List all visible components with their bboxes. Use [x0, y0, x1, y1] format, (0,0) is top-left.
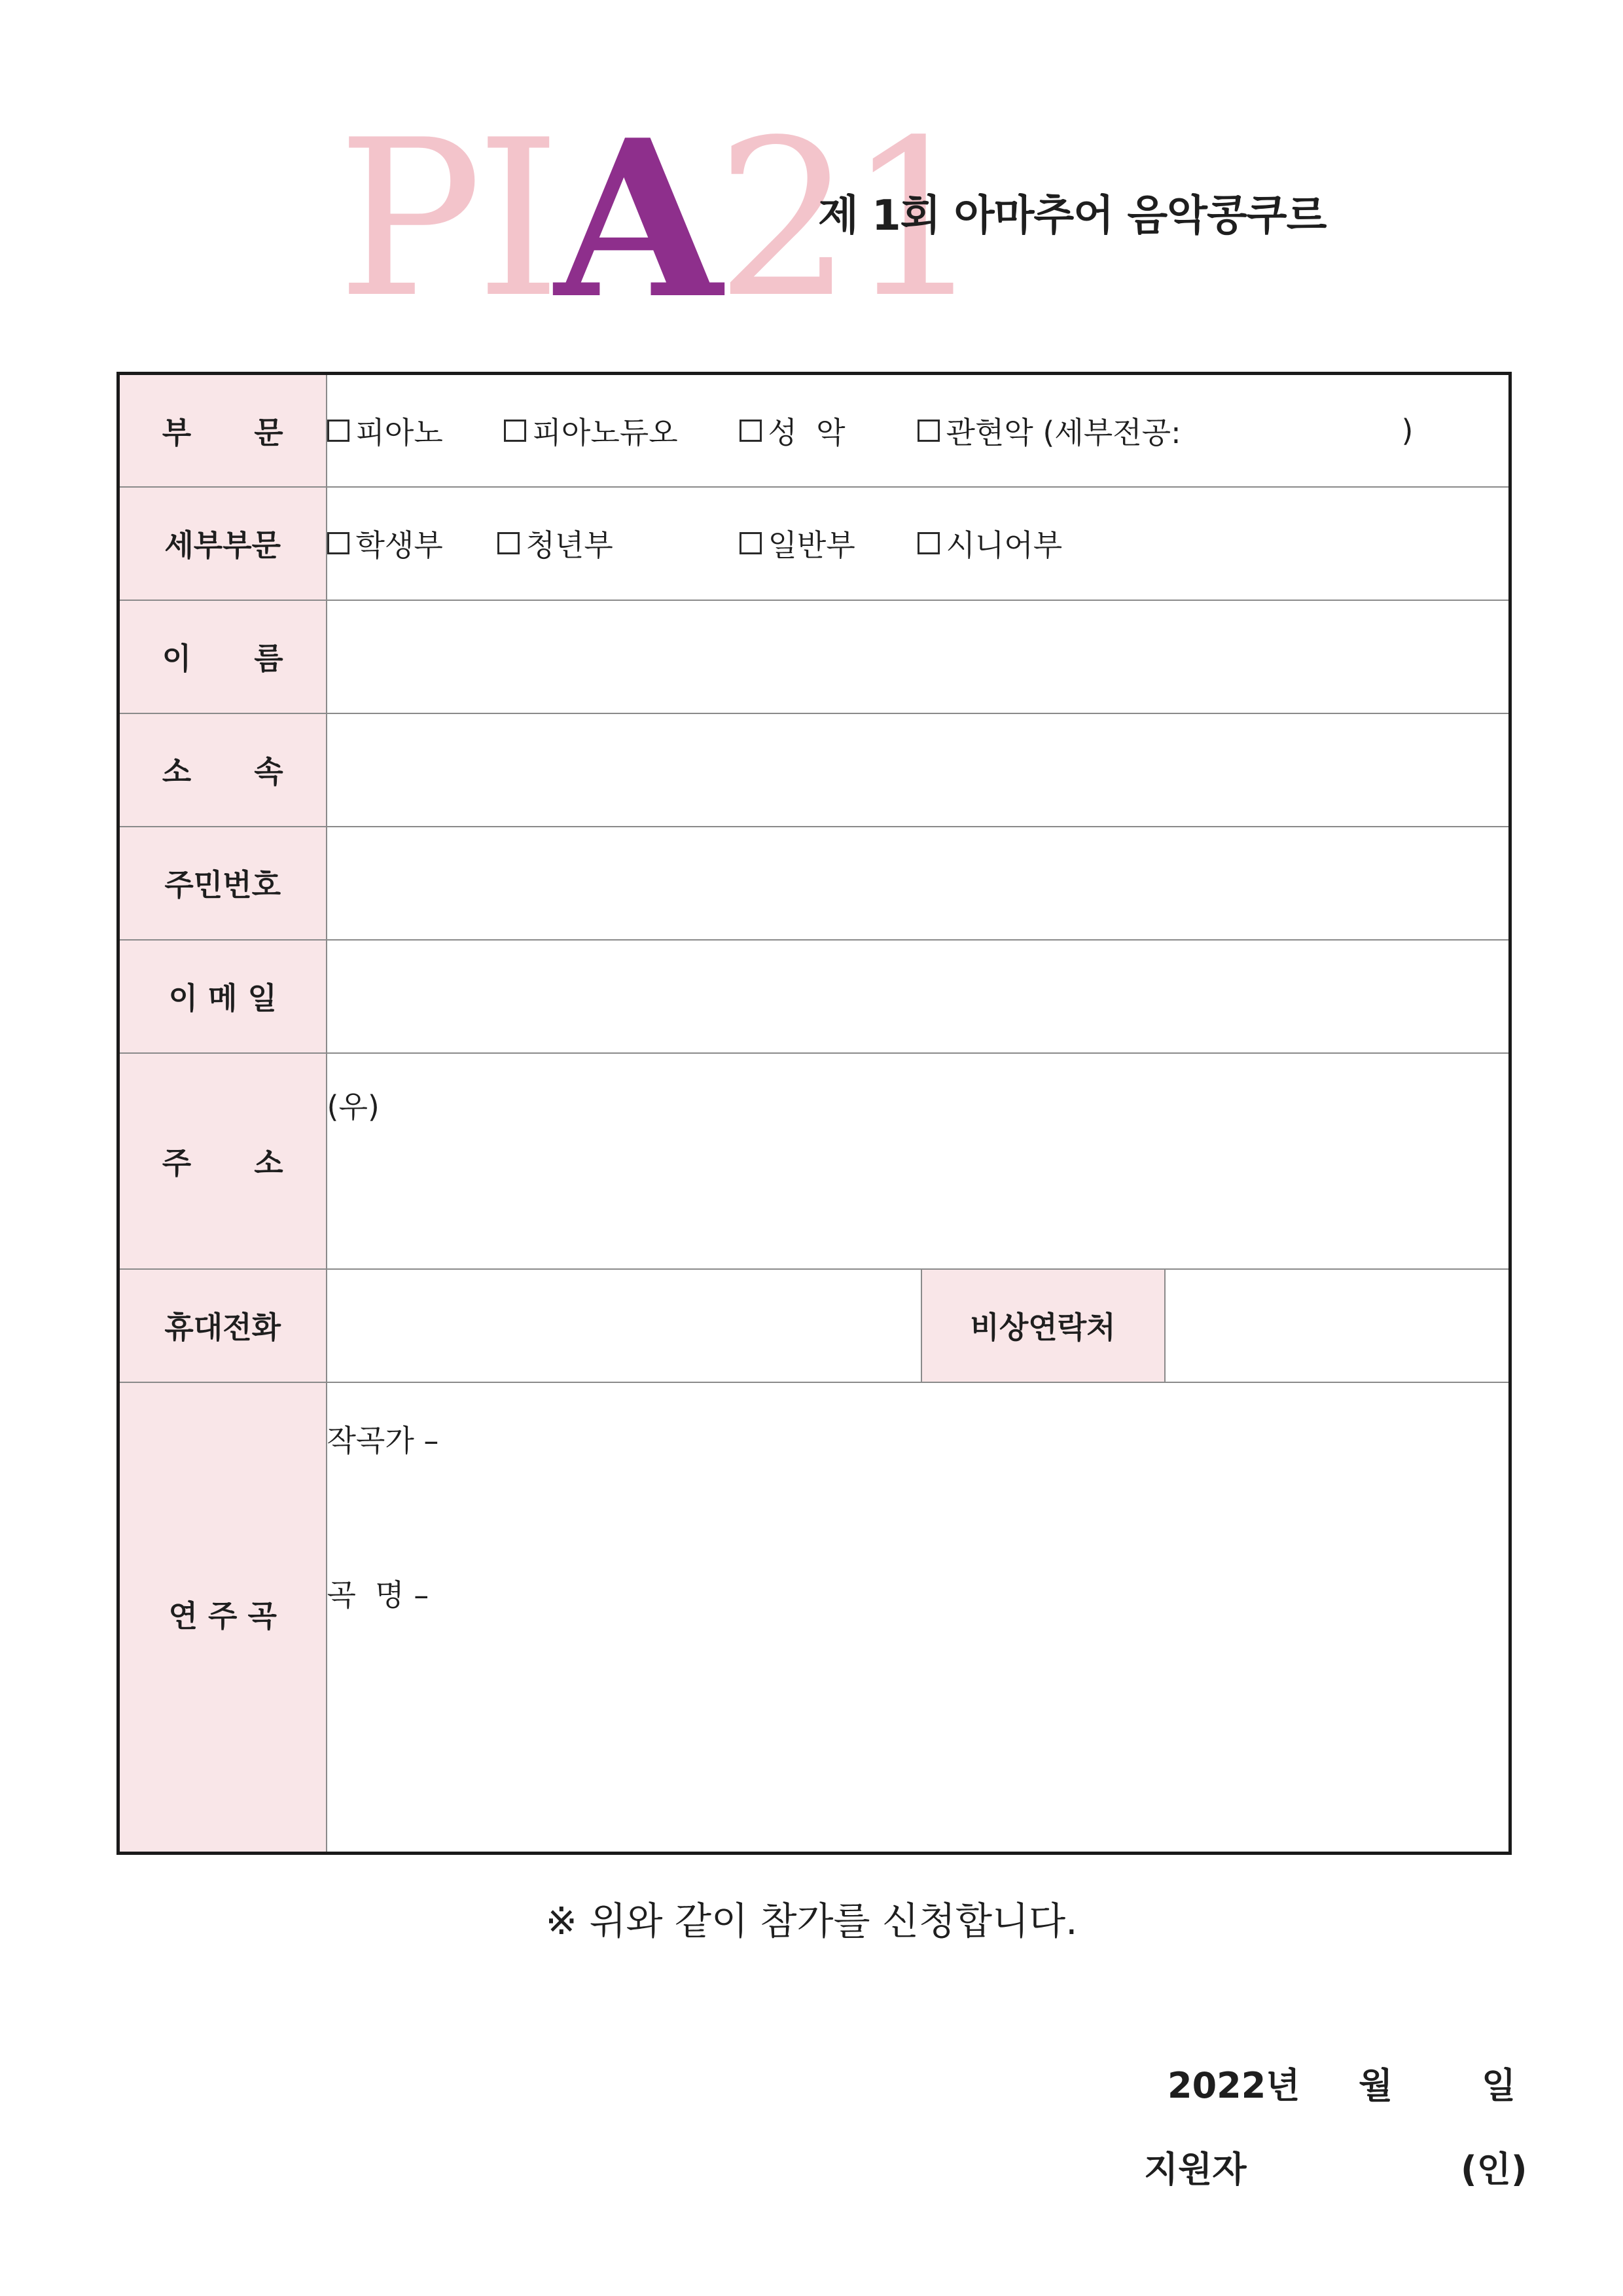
phone-row	[118, 1269, 1510, 1382]
logo-digit-1: 1	[846, 94, 978, 345]
emergency-contact-field[interactable]	[1165, 1269, 1510, 1382]
division-row	[118, 374, 1510, 487]
division-option-orchestral[interactable]: 관현악 (세부전공:	[918, 409, 1402, 452]
address-field[interactable]	[327, 1053, 1510, 1269]
affiliation-row	[118, 713, 1510, 827]
address-label: 주 소	[118, 1053, 327, 1269]
application-notice: ※ 위와 같이 참가를 신청합니다.	[545, 1899, 1078, 1943]
sub-division-row	[118, 487, 1510, 600]
logo-letter-i: I	[476, 94, 555, 345]
division-option-vocal[interactable]: 성 악	[740, 409, 918, 452]
checkbox-icon[interactable]	[327, 532, 349, 554]
composer-label: 작곡가 –	[327, 1422, 439, 1458]
checkbox-icon[interactable]	[918, 532, 940, 554]
phone-label: 휴대전화	[118, 1269, 327, 1382]
division-label: 부 문	[118, 374, 327, 487]
sub-division-label: 세부부문	[118, 487, 327, 600]
date-month: 월	[1359, 2065, 1393, 2106]
checkbox-icon[interactable]	[918, 420, 940, 442]
checkbox-icon[interactable]	[740, 532, 762, 554]
sub-division-option-senior[interactable]: 시니어부	[918, 522, 1063, 565]
phone-field[interactable]	[327, 1269, 921, 1382]
affiliation-label: 소 속	[118, 713, 327, 827]
division-options	[327, 374, 1510, 487]
pieces-row	[118, 1382, 1510, 1854]
date-year: 2022년	[1168, 2065, 1300, 2106]
resident-number-label: 주민번호	[118, 827, 327, 940]
sub-division-option-student[interactable]: 학생부	[327, 522, 497, 565]
division-option-piano-duo[interactable]: 피아노듀오	[504, 409, 740, 452]
checkbox-icon[interactable]	[504, 420, 526, 442]
logo-letter-a: A	[554, 92, 716, 346]
sub-division-option-youth[interactable]: 청년부	[497, 522, 740, 565]
name-label: 이 름	[118, 600, 327, 713]
logo-digit-2: 2	[715, 94, 847, 345]
checkbox-icon[interactable]	[740, 420, 762, 442]
checkbox-icon[interactable]	[497, 532, 520, 554]
pieces-field[interactable]	[327, 1382, 1510, 1854]
division-option-piano[interactable]: 피아노	[327, 409, 504, 452]
logo-letter-p: P	[337, 94, 476, 345]
pieces-label: 연 주 곡	[118, 1382, 327, 1854]
sub-division-option-general[interactable]: 일반부	[740, 522, 918, 565]
seal-mark: (인)	[1461, 2149, 1527, 2190]
date-day: 일	[1482, 2065, 1516, 2106]
postal-prefix: (우)	[327, 1088, 380, 1124]
email-row	[118, 940, 1510, 1053]
resident-number-field[interactable]	[327, 827, 1510, 940]
sub-division-options	[327, 487, 1510, 600]
address-row	[118, 1053, 1510, 1269]
division-close-paren: )	[1401, 412, 1414, 448]
applicant-label: 지원자	[1144, 2149, 1247, 2190]
resident-number-row	[118, 827, 1510, 940]
name-row	[118, 600, 1510, 713]
email-field[interactable]	[327, 940, 1510, 1053]
piece-title-label: 곡 명 –	[327, 1577, 429, 1613]
name-field[interactable]	[327, 600, 1510, 713]
application-form	[116, 372, 1512, 1855]
affiliation-field[interactable]	[327, 713, 1510, 827]
emergency-contact-label: 비상연락처	[921, 1269, 1165, 1382]
checkbox-icon[interactable]	[327, 420, 349, 442]
contest-title: 제 1회 아마추어 음악콩쿠르	[818, 192, 1327, 240]
email-label: 이 메 일	[118, 940, 327, 1053]
